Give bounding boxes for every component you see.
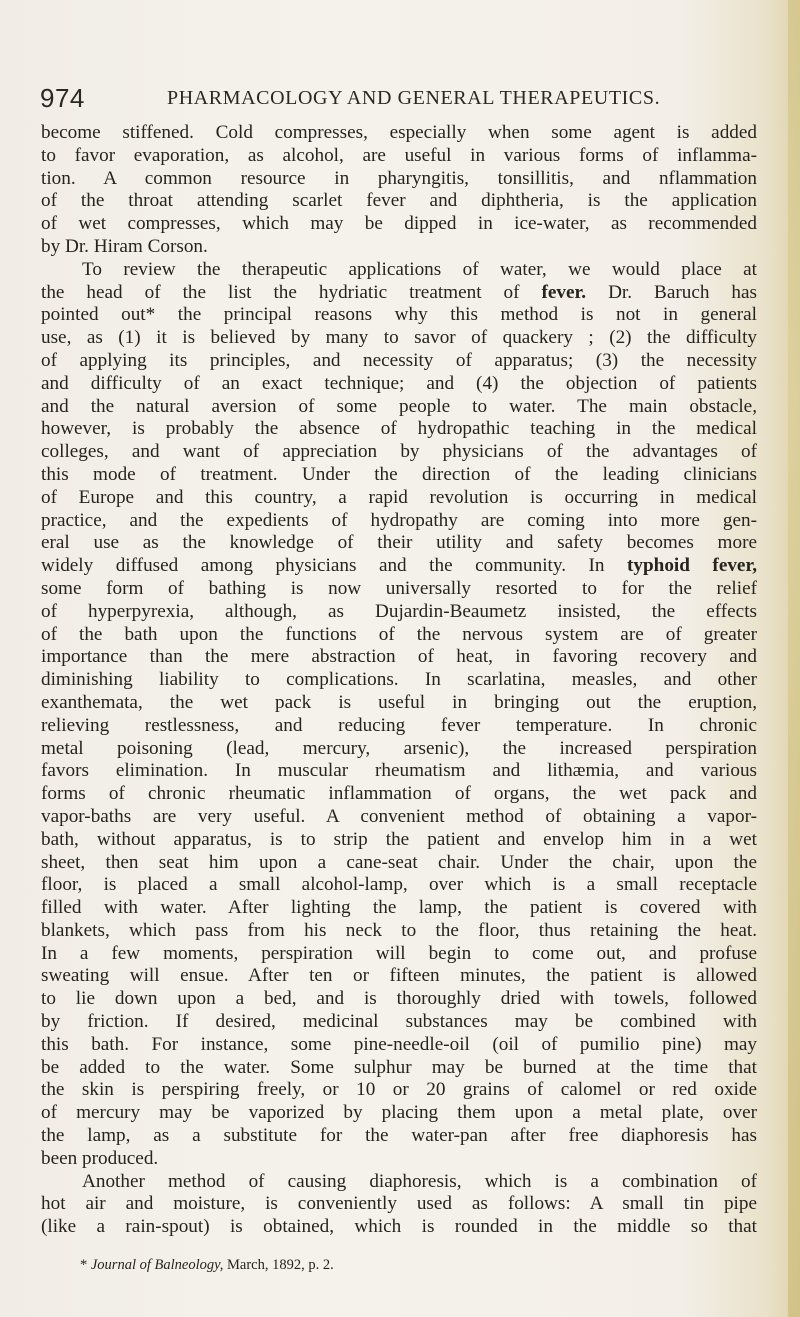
text-line: importance than the mere abstraction of heat, in favoring recovery and	[41, 646, 757, 668]
text-line: Another method of causing diaphoresis, which is a combination of	[82, 1170, 757, 1192]
text-line: however, is probably the absence of hydropathic teaching in the medical	[41, 418, 757, 440]
bold-term-fever: fever.	[541, 281, 587, 303]
text-line: colleges, and want of appreciation by physicians of the advantages of	[41, 441, 757, 463]
text-line: to favor evaporation, as alcohol, are useful in various forms of inflamma-	[41, 144, 757, 166]
text-line: practice, and the expedients of hydropathy are coming into more gen-	[41, 509, 757, 531]
footnote-citation: March, 1892, p. 2.	[223, 1257, 334, 1273]
text-line: sweating will ensue. After ten or fifteen minutes, the patient is allowed	[41, 965, 757, 987]
text-line: vapor-baths are very useful. A convenient method of obtaining a vapor-	[41, 805, 757, 827]
text-line: and difficulty of an exact technique; and (4) the objection of patients	[41, 372, 757, 394]
text-line: of hyperpyrexia, although, as Dujardin-Beaumetz insisted, the effects	[41, 600, 757, 622]
text-line: of the bath upon the functions of the nervous system are of greater	[41, 623, 757, 645]
text-line: been produced.	[41, 1147, 159, 1169]
page-header	[40, 83, 760, 111]
text-line: this bath. For instance, some pine-needle-oil (oil of pumilio pine) may	[41, 1033, 757, 1055]
text-line: of mercury may be vaporized by placing them upon a metal plate, over	[41, 1102, 757, 1124]
text-line: of wet compresses, which may be dipped in ice-water, as recommended	[41, 213, 757, 235]
text-line	[41, 555, 757, 578]
text-segment: widely diffused among physicians and the community. In	[41, 555, 628, 577]
text-line: the skin is perspiring freely, or 10 or 20 grains of calomel or red oxide	[41, 1079, 757, 1101]
text-line: (like a rain-spout) is obtained, which is rounded in the middle so that	[41, 1216, 757, 1238]
text-line: pointed out* the principal reasons why this method is not in general	[41, 304, 757, 326]
text-line: forms of chronic rheumatic inflammation of organs, the wet pack and	[41, 783, 757, 805]
text-line: tion. A common resource in pharyngitis, tonsillitis, and nflammation	[41, 167, 757, 189]
text-line: floor, is placed a small alcohol-lamp, over which is a small receptacle	[41, 874, 757, 896]
text-line: of applying its principles, and necessity of apparatus; (3) the necessity	[41, 349, 757, 371]
text-line: bath, without apparatus, is to strip the patient and envelop him in a wet	[41, 828, 757, 850]
text-line: favors elimination. In muscular rheumatism and lithæmia, and various	[41, 760, 757, 782]
text-segment: the head of the list the hydriatic treatment of	[41, 281, 542, 303]
page-number: 974	[40, 83, 85, 113]
text-line: filled with water. After lighting the lamp, the patient is covered with	[41, 897, 757, 919]
bold-term-typhoid-fever: typhoid fever,	[627, 555, 757, 577]
text-line: diminishing liability to complications. In scarlatina, measles, and other	[41, 669, 757, 691]
text-line: blankets, which pass from his neck to the floor, thus retaining the heat.	[41, 919, 757, 941]
text-segment: Dr. Baruch has	[586, 281, 757, 303]
text-line: by Dr. Hiram Corson.	[41, 235, 208, 257]
body-text	[41, 122, 757, 1239]
text-line: relieving restlessness, and reducing fever temperature. In chronic	[41, 714, 757, 736]
text-line: by friction. If desired, medicinal substances may be combined with	[41, 1011, 757, 1033]
text-line: In a few moments, perspiration will begin to come out, and profuse	[41, 942, 757, 964]
text-line: be added to the water. Some sulphur may be burned at the time that	[41, 1056, 757, 1078]
running-head: PHARMACOLOGY AND GENERAL THERAPEUTICS.	[167, 87, 661, 109]
text-line: some form of bathing is now universally resorted to for the relief	[41, 577, 757, 599]
text-line: of the throat attending scarlet fever and diphtheria, is the application	[41, 190, 757, 212]
text-line: metal poisoning (lead, mercury, arsenic), the increased perspiration	[41, 737, 757, 759]
text-line: to lie down upon a bed, and is thoroughly dried with towels, followed	[41, 988, 757, 1010]
text-line	[41, 282, 757, 305]
page-edge-stain	[788, 0, 800, 1317]
text-line: this mode of treatment. Under the direction of the leading clinicians	[41, 463, 757, 485]
text-line: and the natural aversion of some people to water. The main obstacle,	[41, 395, 757, 417]
text-line: use, as (1) it is believed by many to savor of quackery ; (2) the difficulty	[41, 327, 757, 349]
text-line: exanthemata, the wet pack is useful in bringing out the eruption,	[41, 691, 757, 713]
text-line: To review the therapeutic applications of water, we would place at	[82, 258, 757, 280]
text-line: eral use as the knowledge of their utility and safety becomes more	[41, 532, 757, 554]
footnote	[80, 1256, 334, 1274]
text-line: sheet, then seat him upon a cane-seat chair. Under the chair, upon the	[41, 851, 757, 873]
text-line: the lamp, as a substitute for the water-pan after free diaphoresis has	[41, 1125, 757, 1147]
text-line: become stiffened. Cold compresses, especially when some agent is added	[41, 122, 757, 143]
text-line: hot air and moisture, is conveniently used as follows: A small tin pipe	[41, 1193, 757, 1215]
text-line: of Europe and this country, a rapid revolution is occurring in medical	[41, 486, 757, 508]
footnote-journal: Journal of Balneology,	[90, 1257, 224, 1273]
footnote-marker: *	[80, 1257, 91, 1273]
